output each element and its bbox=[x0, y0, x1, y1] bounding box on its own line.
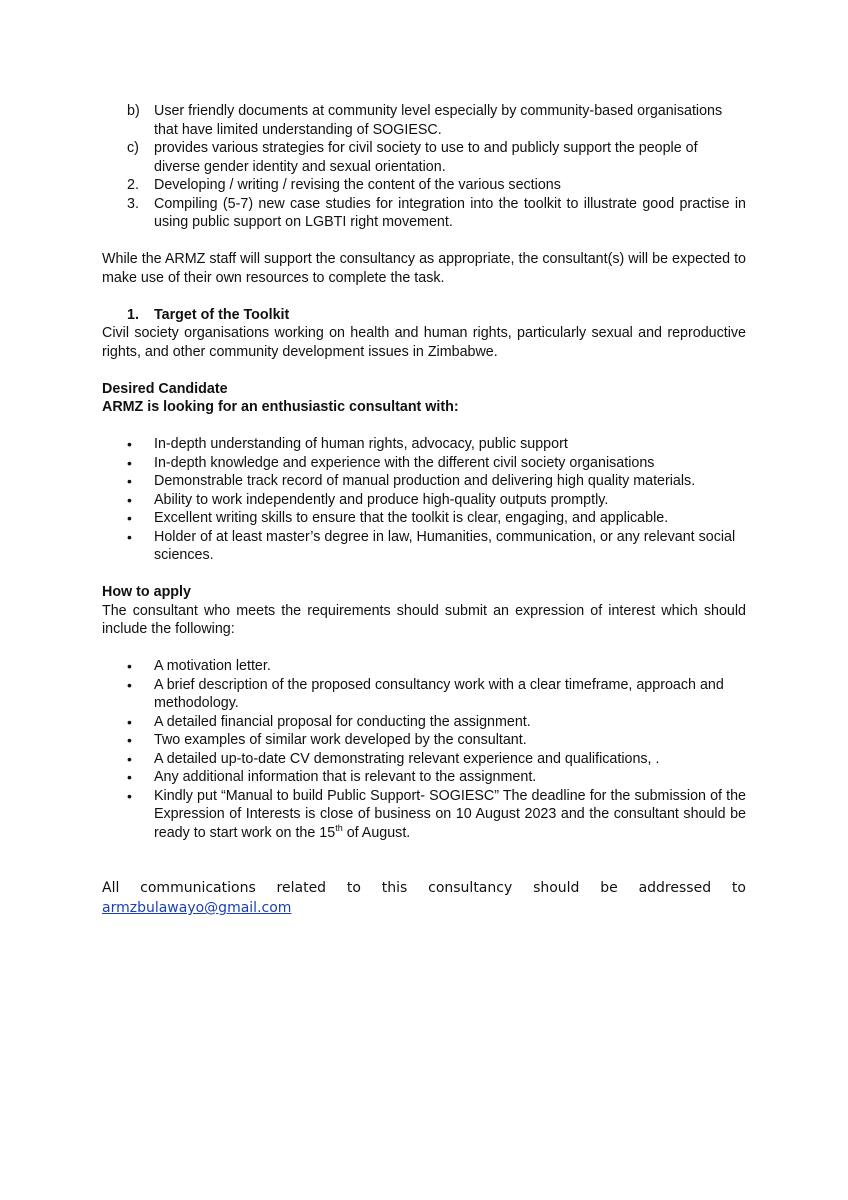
list-marker: 3. bbox=[127, 195, 139, 212]
candidate-list bbox=[102, 435, 746, 565]
list-item-text: provides various strategies for civil society to use to and publicly support the people of diverse gender identity and sexual orientation. bbox=[154, 140, 698, 175]
bullet-icon: • bbox=[127, 676, 132, 693]
list-item bbox=[102, 676, 746, 713]
list-item bbox=[102, 509, 746, 528]
target-number: 1. bbox=[127, 306, 139, 323]
bullet-icon: • bbox=[127, 473, 132, 489]
list-item bbox=[102, 176, 746, 195]
bullet-icon: • bbox=[127, 510, 132, 526]
bullet-icon: • bbox=[127, 732, 132, 748]
communications-paragraph bbox=[102, 878, 746, 918]
list-item-text: User friendly documents at community level especially by community-based organisations that have limited understanding of SOGIESC. bbox=[154, 103, 723, 138]
list-item-text: A motivation letter. bbox=[154, 658, 271, 674]
list-item-text: Any additional information that is relevant to the assignment. bbox=[154, 769, 537, 785]
word: this bbox=[381, 880, 408, 896]
list-item-text: Holder of at least master’s degree in law, Humanities, communication, or any relevant social sciences. bbox=[154, 528, 736, 563]
candidate-heading: Desired Candidate bbox=[102, 380, 228, 397]
bullet-icon: • bbox=[127, 454, 132, 471]
bullet-icon: • bbox=[127, 491, 132, 508]
list-item-text: In-depth understanding of human rights, advocacy, public support bbox=[154, 436, 568, 452]
list-item-text: Demonstrable track record of manual production and delivering high quality materials. bbox=[154, 473, 696, 489]
deadline-text-end: of August. bbox=[342, 824, 411, 841]
email-link[interactable]: armzbulawayo@gmail.com bbox=[102, 900, 292, 916]
word: to bbox=[731, 880, 746, 896]
word: to bbox=[346, 880, 361, 896]
list-item-text: Compiling (5-7) new case studies for integration into the toolkit to illustrate good practise in using public support on LGBTI right movement. bbox=[154, 195, 746, 230]
list-item bbox=[102, 195, 746, 232]
list-item-text bbox=[154, 787, 746, 843]
list-item-text: In-depth knowledge and experience with the different civil society organisations bbox=[154, 454, 655, 471]
word: should bbox=[533, 880, 580, 896]
list-item bbox=[102, 657, 746, 676]
communications-line bbox=[102, 878, 746, 898]
bullet-icon: • bbox=[127, 713, 132, 730]
word: related bbox=[276, 880, 327, 896]
list-item-text: Two examples of similar work developed by the consultant. bbox=[154, 732, 527, 748]
list-marker: c) bbox=[127, 140, 139, 156]
list-item bbox=[102, 528, 746, 565]
list-item-text: Ability to work independently and produce high-quality outputs promptly. bbox=[154, 491, 609, 508]
bullet-icon: • bbox=[127, 787, 132, 804]
bullet-icon: • bbox=[127, 750, 132, 767]
list-item bbox=[102, 454, 746, 473]
list-item bbox=[102, 768, 746, 787]
list-item bbox=[102, 750, 746, 769]
list-marker: 2. bbox=[127, 177, 139, 193]
list-marker: b) bbox=[127, 103, 140, 119]
word: be bbox=[600, 880, 618, 896]
list-item bbox=[102, 787, 746, 843]
target-text: Civil society organisations working on health and human rights, particularly sexual and reproductive rights, and other community development issues in Zimbabwe. bbox=[102, 325, 746, 360]
task-list bbox=[102, 102, 746, 232]
list-item bbox=[102, 139, 746, 176]
apply-list bbox=[102, 657, 746, 842]
target-heading bbox=[102, 306, 746, 325]
list-item bbox=[102, 472, 746, 491]
bullet-icon: • bbox=[127, 528, 132, 545]
target-heading-text: Target of the Toolkit bbox=[154, 306, 290, 323]
bullet-icon: • bbox=[127, 658, 132, 674]
bullet-icon: • bbox=[127, 769, 132, 785]
word: addressed bbox=[638, 880, 712, 896]
list-item bbox=[102, 731, 746, 750]
list-item-text: A brief description of the proposed consultancy work with a clear timeframe, approach and methodology. bbox=[154, 676, 724, 711]
word: All bbox=[102, 880, 120, 896]
support-paragraph: While the ARMZ staff will support the consultancy as appropriate, the consultant(s) will be expected to make use of their own resources to complete the task. bbox=[102, 251, 746, 286]
ordinal-suffix: th bbox=[335, 822, 343, 833]
list-item bbox=[102, 435, 746, 454]
list-item bbox=[102, 102, 746, 139]
candidate-subheading: ARMZ is looking for an enthusiastic consultant with: bbox=[102, 399, 459, 415]
apply-heading: How to apply bbox=[102, 584, 191, 600]
word: consultancy bbox=[428, 880, 513, 896]
list-item-text: Developing / writing / revising the content of the various sections bbox=[154, 177, 561, 193]
list-item bbox=[102, 713, 746, 732]
apply-intro: The consultant who meets the requirements should submit an expression of interest which should include the following: bbox=[102, 602, 746, 637]
list-item-text: A detailed financial proposal for conducting the assignment. bbox=[154, 713, 531, 730]
list-item bbox=[102, 491, 746, 510]
deadline-text: Kindly put “Manual to build Public Support- SOGIESC” The deadline for the submission of the Expression of Interests is close of business on 10 August 2023 and the consultant should be ready to start work on the 15 bbox=[154, 787, 746, 841]
bullet-icon: • bbox=[127, 436, 132, 452]
list-item-text: Excellent writing skills to ensure that the toolkit is clear, engaging, and applicable. bbox=[154, 510, 669, 526]
word: communications bbox=[140, 880, 256, 896]
list-item-text: A detailed up-to-date CV demonstrating relevant experience and qualifications, . bbox=[154, 750, 660, 767]
